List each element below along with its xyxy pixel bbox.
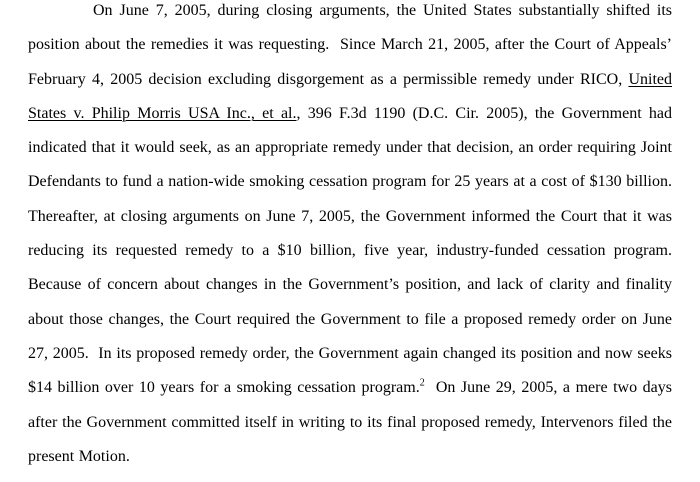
text-line bbox=[28, 200, 672, 234]
body-paragraph bbox=[28, 0, 672, 474]
text-segment: February 4, 2005 decision excluding disgorgement as a permissible remedy under RICO, bbox=[28, 70, 629, 88]
text-line bbox=[28, 234, 672, 268]
case-citation-underlined: United bbox=[628, 70, 672, 88]
text-line bbox=[28, 28, 672, 62]
text-segment: indicated that it would seek, as an appropriate remedy under that decision, an order requiring Joint bbox=[28, 139, 672, 157]
text-line bbox=[28, 63, 672, 97]
case-citation-underlined: States v. Philip Morris USA Inc., et al. bbox=[28, 104, 297, 122]
text-segment: On June 29, 2005, a mere two days bbox=[424, 379, 672, 397]
text-segment: Defendants to fund a nation-wide smoking cessation program for 25 years at a cost of $130 billion. bbox=[28, 173, 672, 191]
text-line bbox=[28, 268, 672, 302]
text-line bbox=[28, 371, 672, 405]
text-line bbox=[28, 165, 672, 199]
text-line bbox=[28, 303, 672, 337]
text-segment: after the Government committed itself in writing to its final proposed remedy, Intervenors filed the bbox=[28, 413, 672, 431]
text-segment: reducing its requested remedy to a $10 billion, five year, industry-funded cessation program. bbox=[28, 242, 672, 260]
text-segment: present Motion. bbox=[28, 447, 130, 465]
text-segment: 27, 2005. In its proposed remedy order, the Government again changed its position and now seeks bbox=[28, 344, 672, 362]
text-segment: On June 7, 2005, during closing arguments, the United States substantially shifted its bbox=[93, 2, 672, 19]
text-line bbox=[28, 406, 672, 440]
text-line bbox=[28, 97, 672, 131]
footnote-reference: 2 bbox=[419, 377, 425, 389]
text-segment: $14 billion over 10 years for a smoking cessation program. bbox=[28, 379, 420, 397]
text-segment: , 396 F.3d 1190 (D.C. Cir. 2005), the Government had bbox=[296, 104, 672, 122]
text-line bbox=[28, 337, 672, 371]
text-segment: about those changes, the Court required the Government to file a proposed remedy order on June bbox=[28, 310, 672, 328]
text-segment: position about the remedies it was requesting. Since March 21, 2005, after the Court of Appeals’ bbox=[28, 36, 672, 54]
text-line bbox=[28, 0, 672, 28]
text-segment: Thereafter, at closing arguments on June 7, 2005, the Government informed the Court that it was bbox=[28, 207, 672, 225]
text-line bbox=[28, 131, 672, 165]
text-segment: Because of concern about changes in the Government’s position, and lack of clarity and finality bbox=[28, 276, 672, 294]
text-line bbox=[28, 440, 672, 474]
